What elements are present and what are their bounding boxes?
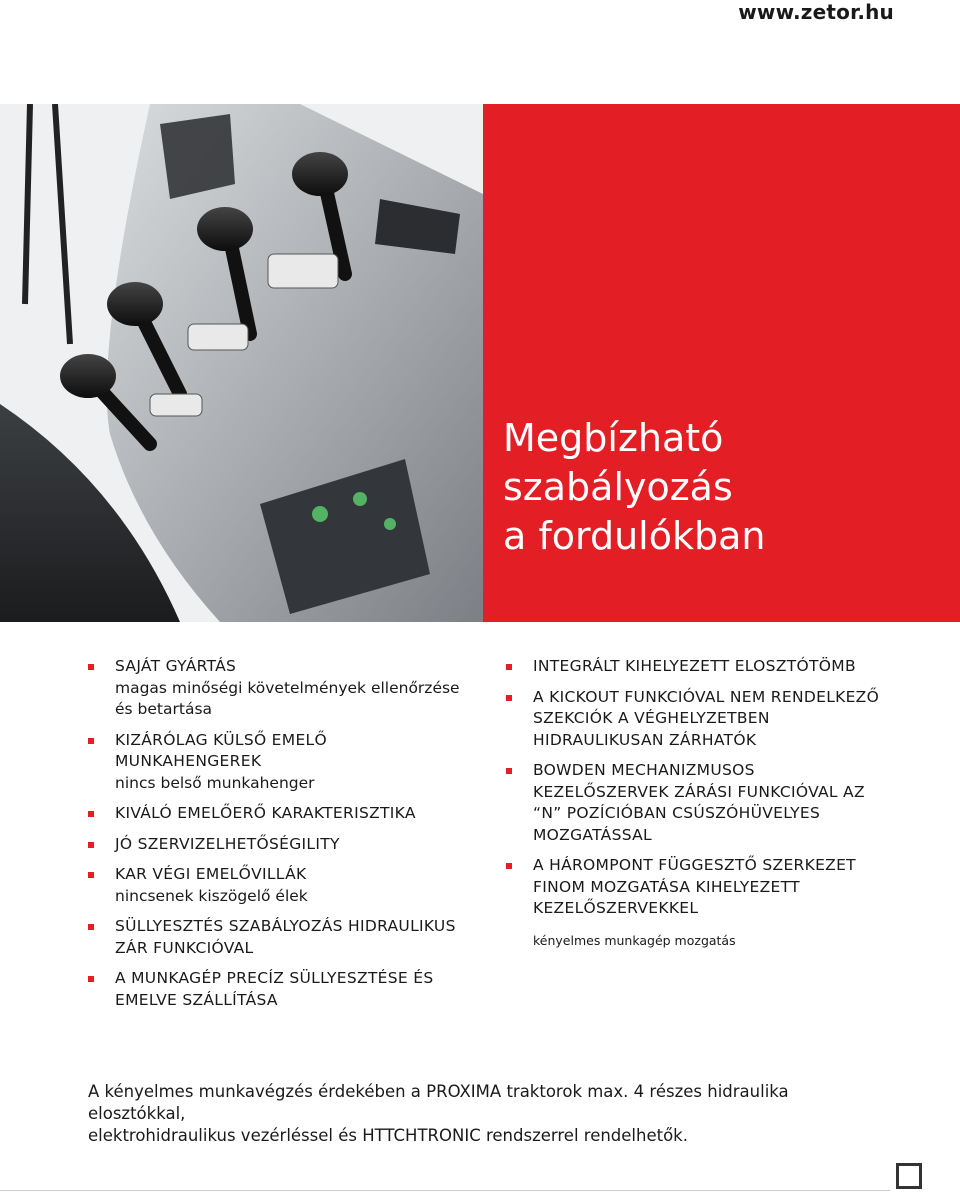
item-title: A HÁROMPONT FÜGGESZTŐ SZERKEZET FINOM MOZGATÁSA KIHELYEZETT KEZELŐSZERVEKKEL xyxy=(533,856,856,917)
headline-line-2: szabályozás xyxy=(503,465,733,509)
headline xyxy=(503,414,765,561)
bullet-icon xyxy=(88,738,94,744)
item-title: BOWDEN MECHANIZMUSOS KEZELŐSZERVEK ZÁRÁSI FUNKCIÓVAL AZ “N” POZÍCIÓBAN CSÚSZÓHÜVELYES MOZGATÁSSAL xyxy=(533,761,865,844)
bullet-icon xyxy=(506,863,512,869)
item-title: JÓ SZERVIZELHETŐSÉGILITY xyxy=(115,834,340,853)
item-title: SÜLLYESZTÉS SZABÁLYOZÁS HIDRAULIKUS ZÁR FUNKCIÓVAL xyxy=(115,917,456,957)
bullet-icon xyxy=(88,976,94,982)
footer-line-1: A kényelmes munkavégzés érdekében a PROXIMA traktorok max. 4 részes hidraulika elosztókkal, xyxy=(88,1082,789,1123)
list-item xyxy=(506,656,886,678)
item-subtitle: magas minőségi követelmények ellenőrzése és betartása xyxy=(115,678,460,718)
bullet-icon xyxy=(506,768,512,774)
item-subtitle: nincsenek kiszögelő élek xyxy=(115,886,308,905)
tractor-controls-illustration xyxy=(0,104,483,622)
features-left-list xyxy=(88,656,468,1020)
list-item xyxy=(88,803,468,825)
list-item xyxy=(506,855,886,920)
item-title: KIVÁLÓ EMELŐERŐ KARAKTERISZTIKA xyxy=(115,804,416,822)
footer-text xyxy=(88,1081,888,1147)
list-item xyxy=(506,687,886,752)
list-item xyxy=(88,968,468,1011)
headline-panel xyxy=(483,104,960,622)
list-item xyxy=(506,760,886,846)
footer-line-2: elektrohidraulikus vezérléssel és HTTCHTRONIC rendszerrel rendelhetők. xyxy=(88,1126,688,1145)
bullet-icon xyxy=(88,924,94,930)
list-item xyxy=(88,656,468,721)
divider xyxy=(0,1190,890,1191)
site-url[interactable]: www.zetor.hu xyxy=(738,0,894,24)
hero-photo xyxy=(0,104,483,622)
list-item xyxy=(88,834,468,856)
bullet-icon xyxy=(88,811,94,817)
note-text: kényelmes munkagép mozgatás xyxy=(533,932,736,948)
bullet-icon xyxy=(88,872,94,878)
bullet-icon xyxy=(506,695,512,701)
bullet-icon xyxy=(88,664,94,670)
item-title: KIZÁRÓLAG KÜLSŐ EMELŐ MUNKAHENGEREK xyxy=(115,730,327,770)
list-item xyxy=(88,864,468,907)
square-icon xyxy=(896,1163,922,1189)
headline-line-1: Megbízható xyxy=(503,416,724,460)
bullet-icon xyxy=(506,664,512,670)
item-title: INTEGRÁLT KIHELYEZETT ELOSZTÓTÖMB xyxy=(533,657,856,675)
bullet-icon xyxy=(88,842,94,848)
list-item xyxy=(88,730,468,795)
item-title: SAJÁT GYÁRTÁS xyxy=(115,657,237,675)
item-title: KAR VÉGI EMELŐVILLÁK xyxy=(115,865,307,883)
features-right-list xyxy=(506,656,886,950)
item-title: A KICKOUT FUNKCIÓVAL NEM RENDELKEZŐ SZEKCIÓK A VÉGHELYZETBEN HIDRAULIKUSAN ZÁRHATÓK xyxy=(533,687,880,749)
item-subtitle: nincs belső munkahenger xyxy=(115,773,315,792)
headline-line-3: a fordulókban xyxy=(503,514,766,558)
item-title: A MUNKAGÉP PRECÍZ SÜLLYESZTÉSE ÉS EMELVE SZÁLLÍTÁSA xyxy=(115,969,434,1009)
list-item xyxy=(88,916,468,959)
